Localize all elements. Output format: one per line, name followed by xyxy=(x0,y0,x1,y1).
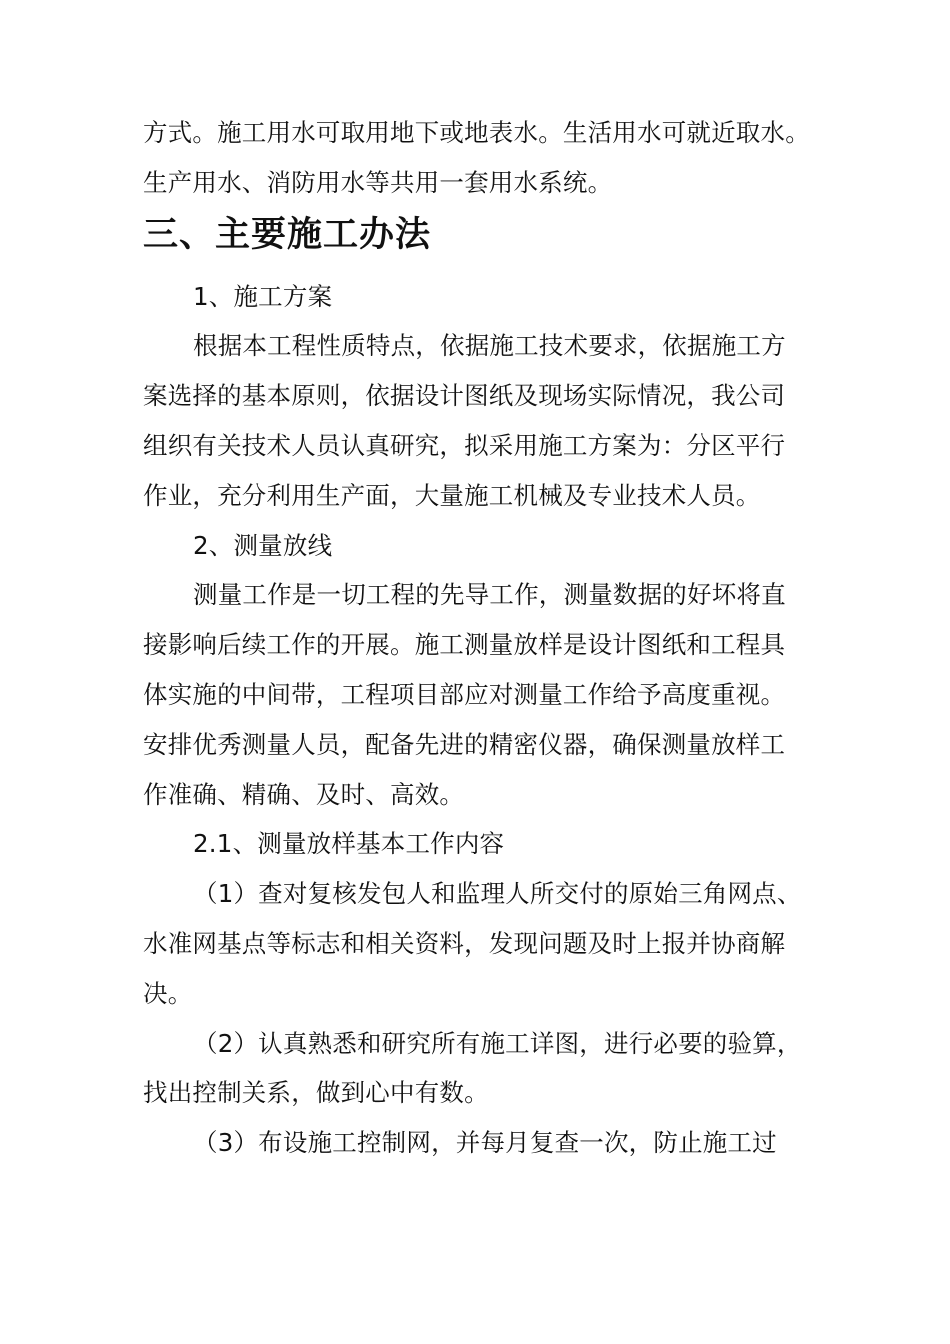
subsection-2-para-line-4: 安排优秀测量人员，配备先进的精密仪器，确保测量放样工 xyxy=(143,729,786,759)
intro-line-1: 方式。施工用水可取用地下或地表水。生活用水可就近取水。 xyxy=(143,118,810,147)
subsection-2-para-line-1: 测量工作是一切工程的先导工作，测量数据的好坏将直 xyxy=(193,580,786,610)
item-2-line-2: 找出控制关系，做到心中有数。 xyxy=(143,1078,489,1108)
item-2-line-1: （2）认真熟悉和研究所有施工详图，进行必要的验算， xyxy=(193,1028,802,1058)
subsection-1-para-line-1: 根据本工程性质特点，依据施工技术要求，依据施工方 xyxy=(193,331,786,361)
item-1-line-3: 决。 xyxy=(143,978,193,1008)
subsection-2-para-line-3: 体实施的中间带，工程项目部应对测量工作给予高度重视。 xyxy=(143,679,786,709)
subsection-1-para-line-2: 案选择的基本原则，依据设计图纸及现场实际情况，我公司 xyxy=(143,381,786,411)
subsection-2-title: 2、测量放线 xyxy=(193,530,333,560)
intro-line-2: 生产用水、消防用水等共用一套用水系统。 xyxy=(143,167,613,197)
subsection-2-1-title: 2.1、测量放样基本工作内容 xyxy=(193,829,505,859)
subsection-1-para-line-4: 作业，充分利用生产面，大量施工机械及专业技术人员。 xyxy=(143,480,761,510)
section-heading: 三、主要施工办法 xyxy=(143,214,432,255)
subsection-1-para-line-3: 组织有关技术人员认真研究，拟采用施工方案为：分区平行 xyxy=(143,430,786,460)
item-3-line-1: （3）布设施工控制网，并每月复查一次，防止施工过 xyxy=(193,1128,777,1158)
item-1-line-1: （1）查对复核发包人和监理人所交付的原始三角网点、 xyxy=(193,879,802,909)
subsection-2-para-line-2: 接影响后续工作的开展。施工测量放样是设计图纸和工程具 xyxy=(143,630,786,660)
subsection-2-para-line-5: 作准确、精确、及时、高效。 xyxy=(143,779,465,809)
document-body xyxy=(143,108,808,1168)
item-1-line-2: 水准网基点等标志和相关资料，发现问题及时上报并协商解 xyxy=(143,928,786,958)
subsection-1-title: 1、施工方案 xyxy=(193,281,333,311)
